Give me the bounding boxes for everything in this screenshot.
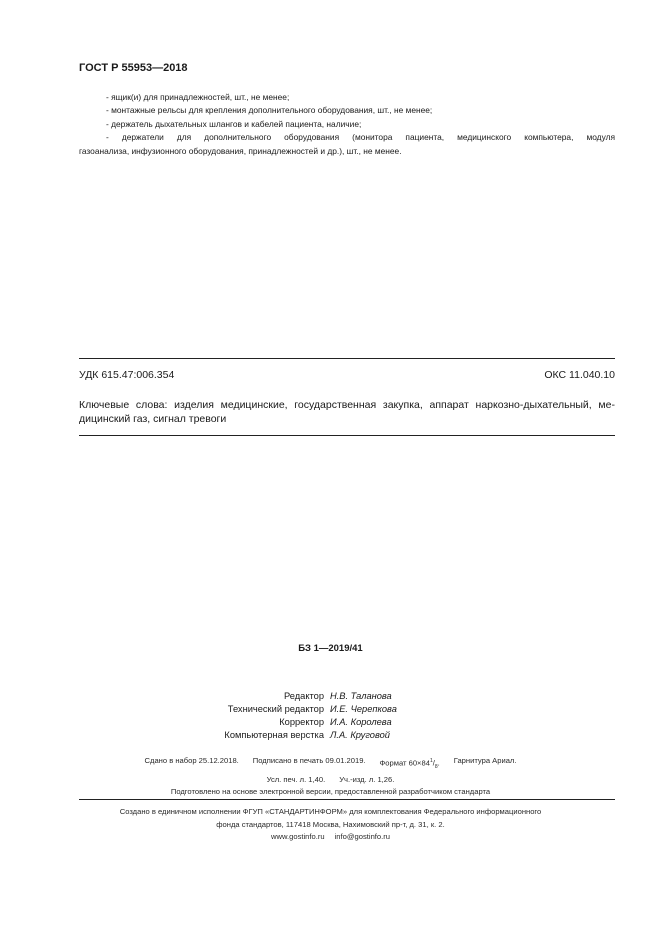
credit-role: Корректор (279, 717, 324, 727)
credit-name: Н.В. Таланова (330, 691, 392, 701)
credit-row (240, 690, 418, 703)
keywords-line: Ключевые слова: изделия медицинские, государственная закупка, аппарат наркозно-дыхательный, ме- (79, 399, 615, 411)
imprint-row (0, 755, 661, 774)
format-numerator: 1 (429, 758, 433, 764)
format-prefix: Формат 60×84 (379, 758, 430, 768)
prepared-note: Подготовлено на основе электронной версии, предоставленной разработчиком стандарта (170, 787, 491, 797)
requirements-list (79, 91, 615, 158)
imprint-block (0, 755, 661, 799)
footer-line: Создано в единичном исполнении ФГУП «СТАНДАРТИНФОРМ» для комплектования Федерального информационного (119, 807, 542, 816)
credit-role: Технический редактор (227, 704, 324, 714)
imprint-row (0, 774, 661, 787)
list-item: - держатель дыхательных шлангов и кабелей пациента, наличие; (106, 118, 362, 129)
footer-block (0, 806, 661, 844)
paper-format: Формат $60\times 84^1/_8$. (379, 758, 440, 771)
credit-row (240, 716, 418, 729)
udk-code: УДК 615.47:006.354 (79, 369, 175, 381)
credits-block (224, 690, 418, 742)
list-item: - ящик(и) для принадлежностей, шт., не менее; (106, 92, 290, 102)
signed-date: Подписано в печать 09.01.2019. (252, 756, 366, 765)
credit-name: И.А. Королева (330, 717, 392, 727)
list-item-continuation: газоанализа, инфузионного оборудования, принадлежностей и др.), шт., не менее. (79, 145, 402, 156)
website-link[interactable]: www.gostinfo.ru (270, 832, 325, 841)
submitted-date: Сдано в набор 25.12.2018. (144, 756, 239, 765)
email-link[interactable]: info@gostinfo.ru (334, 832, 391, 841)
list-item: - монтажные рельсы для крепления дополнительного оборудования, шт., не менее; (106, 105, 433, 116)
credit-name: Л.А. Круговой (330, 730, 390, 740)
typeface: Гарнитура Ариал. (453, 756, 517, 765)
keywords-line: дицинский газ, сигнал тревоги (79, 412, 227, 425)
bottom-divider (79, 435, 615, 436)
top-divider (79, 358, 615, 359)
pub-sheets: Уч.-изд. л. 1,26. (339, 774, 395, 784)
footer-line: фонда стандартов, 117418 Москва, Нахимовский пр-т, д. 31, к. 2. (216, 819, 445, 829)
format-denominator: 8 (434, 764, 438, 771)
credit-role: Компьютерная верстка (224, 730, 324, 740)
list-item: - держатели для дополнительного оборудования (монитора пациента, медицинского компьютера, модуля (106, 132, 615, 143)
footer-divider (79, 799, 615, 800)
credit-row (224, 729, 418, 742)
print-sheets: Усл. печ. л. 1,40. (266, 774, 326, 784)
keywords-block (79, 399, 615, 426)
credit-role: Редактор (283, 691, 324, 701)
credit-name: И.Е. Черепкова (330, 704, 397, 714)
credit-row (227, 703, 418, 716)
document-title: ГОСТ Р 55953—2018 (79, 62, 188, 74)
bz-number: БЗ 1—2019/41 (298, 643, 363, 654)
footer-links (0, 831, 661, 844)
oks-code: ОКС 11.040.10 (544, 369, 615, 381)
